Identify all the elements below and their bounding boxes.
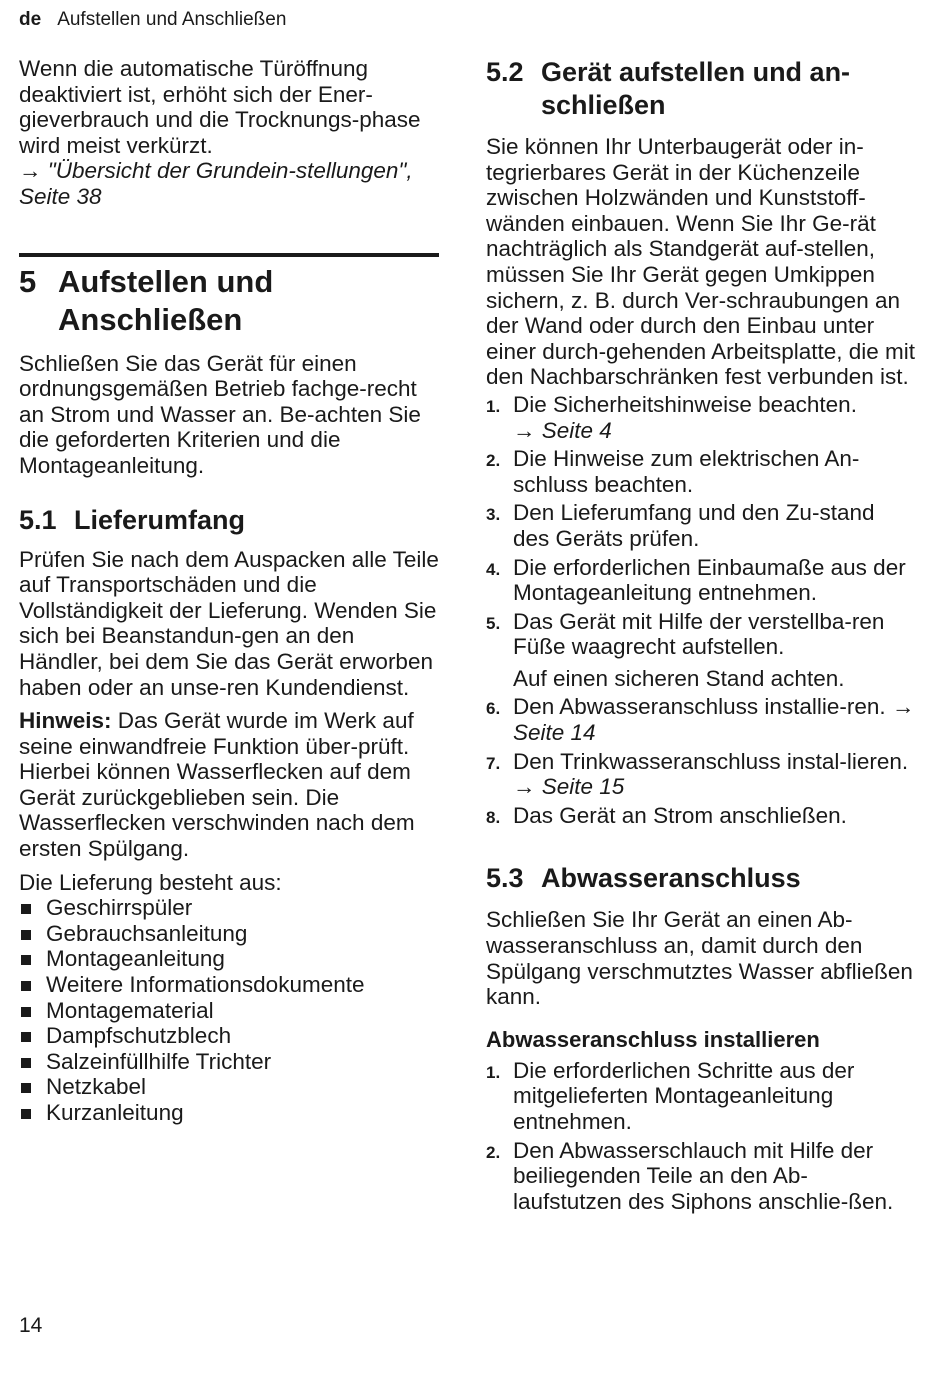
step-number: 3. (486, 505, 501, 525)
section-title: Aufstellen und Anschließen (58, 263, 274, 337)
intro-link[interactable]: → "Übersicht der Grundein-stellungen", Seite 38 (19, 158, 413, 209)
setup-steps (486, 392, 916, 831)
step-item (486, 609, 916, 660)
step-number: 2. (486, 1142, 501, 1162)
step-item (486, 749, 916, 800)
step-text: Das Gerät an Strom anschließen. (513, 802, 847, 828)
list-item: Dampfschutzblech (19, 1023, 439, 1049)
step-item (486, 446, 916, 497)
step-text: Den Abwasseranschluss installie-ren. (513, 694, 886, 720)
section-number: 5.2 (486, 57, 524, 87)
section-title: Lieferumfang (74, 504, 246, 535)
list-item: Salzeinfüllhilfe Trichter (19, 1049, 439, 1075)
step-item (486, 555, 916, 606)
step-item (486, 1058, 916, 1135)
step-link[interactable]: → Seite 4 (513, 417, 612, 443)
step-item (486, 500, 916, 551)
note-paragraph (19, 708, 439, 862)
list-item: Gebrauchsanleitung (19, 921, 439, 947)
section-5-text: Schließen Sie das Gerät für einen ordnungsgemäßen Betrieb fachge-recht an Strom und Wasser an. Be-achten Sie die geforderten Kriterien und die Montageanleitung. (19, 350, 421, 478)
step-number: 7. (486, 753, 501, 773)
left-column (19, 56, 439, 1126)
section-title: Gerät aufstellen und an-schließen (541, 57, 851, 120)
step-text: Das Gerät mit Hilfe der verstellba-ren Füße waagrecht aufstellen. (513, 608, 885, 660)
step-number: 6. (486, 699, 501, 719)
step-link[interactable]: → Seite 14 (513, 694, 915, 746)
drain-steps (486, 1058, 916, 1215)
section-title: Abwasseranschluss (541, 863, 801, 894)
step-item (486, 803, 916, 831)
step-item (486, 694, 916, 745)
section-5-heading (19, 263, 439, 339)
section-5-2-heading (486, 56, 916, 122)
step-link[interactable]: → Seite 15 (513, 774, 625, 800)
step-item (486, 392, 916, 443)
step-note (486, 666, 916, 692)
page-number: 14 (19, 1314, 43, 1337)
step-number: 8. (486, 807, 501, 827)
intro-paragraph: Wenn die automatische Türöffnung deaktiviert ist, erhöht sich der Ener-gieverbrauch und die Trocknungs-phase wird meist verkürzt. (19, 56, 421, 158)
step-number: 4. (486, 559, 501, 579)
page-header (19, 8, 286, 32)
section-5-1-heading (19, 504, 439, 537)
delivery-list (19, 895, 439, 1125)
section-5-1-text: Prüfen Sie nach dem Auspacken alle Teile auf Transportschäden und die Vollständigkeit der Lieferung. Wenden Sie sich bei Beanstandun-gen an den Händler, bei dem Sie das Gerät erworben haben oder an unse-ren Kundendienst. (19, 546, 439, 700)
step-number: 1. (486, 1062, 501, 1082)
section-divider (19, 253, 439, 257)
list-item: Kurzanleitung (19, 1100, 439, 1126)
step-text: Den Abwasserschlauch mit Hilfe der beiliegenden Teile an den Ab-laufstutzen des Siphons anschlie-ßen. (513, 1137, 894, 1214)
step-text: Die erforderlichen Schritte aus der mitgelieferten Montageanleitung entnehmen. (513, 1057, 855, 1134)
section-number: 5 (19, 263, 37, 299)
list-intro: Die Lieferung besteht aus: (19, 869, 282, 895)
language-code: de (19, 9, 42, 30)
right-column (486, 56, 916, 1214)
header-title: Aufstellen und Anschließen (57, 9, 287, 30)
section-5-2-text: Sie können Ihr Unterbaugerät oder in-tegrierbares Gerät in der Küchenzeile zwischen Holzwänden und Kunststoff-wänden einbauen. Wenn Sie Ihr Ge-rät nachträglich als Standgerät auf-stellen, müssen Sie Ihr Gerät gegen Umkippen sichern, z. B. durch Ver-schraubungen an der Wand oder durch den Einbau unter einer durch-gehenden Arbeitsplatte, die mit den Nachbarschränken fest verbunden ist. (486, 134, 916, 390)
note-text: Das Gerät wurde im Werk auf seine einwandfreie Funktion über-prüft. Hierbei können Wasserflecken auf dem Gerät zurückgeblieben sein. Die Wasserflecken verschwinden nach dem ersten Spülgang. (19, 708, 415, 862)
step-text: Den Trinkwasseranschluss instal-lieren. (513, 748, 909, 774)
section-5-3-text: Schließen Sie Ihr Gerät an einen Ab-wasseranschluss an, damit durch den Spülgang verschmutztes Wasser abfließen kann. (486, 907, 913, 1010)
step-text: Die erforderlichen Einbaumaße aus der Montageanleitung entnehmen. (513, 554, 906, 606)
list-item: Montagematerial (19, 998, 439, 1024)
step-number: 5. (486, 613, 501, 633)
step-text: Den Lieferumfang und den Zu-stand des Geräts prüfen. (513, 500, 875, 551)
list-item: Geschirrspüler (19, 895, 439, 921)
list-item: Netzkabel (19, 1074, 439, 1100)
section-5-3-heading (486, 862, 916, 895)
note-label: Hinweis: (19, 708, 112, 734)
list-item: Montageanleitung (19, 946, 439, 972)
step-item (486, 1138, 916, 1215)
step-text: Die Sicherheitshinweise beachten. (513, 391, 857, 417)
step-number: 1. (486, 396, 501, 416)
step-number: 2. (486, 451, 501, 471)
step-note-text: Auf einen sicheren Stand achten. (513, 665, 845, 691)
step-text: Die Hinweise zum elektrischen An-schluss beachten. (513, 446, 860, 497)
list-item: Weitere Informationsdokumente (19, 972, 439, 998)
subheading: Abwasseranschluss installieren (486, 1026, 820, 1052)
section-number: 5.3 (486, 863, 524, 894)
section-number: 5.1 (19, 504, 57, 535)
